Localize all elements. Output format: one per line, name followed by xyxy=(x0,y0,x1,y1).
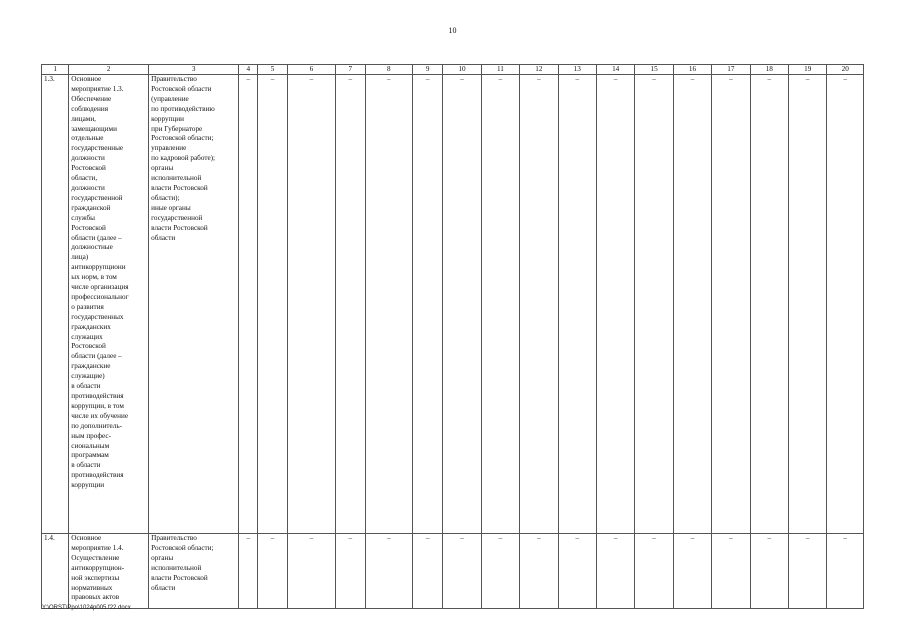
event-line: антикоррупциони xyxy=(71,263,126,272)
executor-cell xyxy=(149,75,239,534)
event-line: в области xyxy=(71,461,101,470)
value-cell: – xyxy=(712,534,750,609)
event-line: в области xyxy=(71,382,101,391)
value-cell: – xyxy=(673,534,711,609)
event-line: числе организация xyxy=(71,283,129,292)
executor-line: власти Ростовской xyxy=(151,573,208,582)
value-cell: – xyxy=(287,534,336,609)
event-cell xyxy=(69,534,149,609)
col-header: 18 xyxy=(750,65,788,75)
executor-line: при Губернаторе xyxy=(151,124,203,133)
value-cell: – xyxy=(413,75,443,534)
event-line: ной экспертизы xyxy=(71,573,120,582)
event-line: нормативных xyxy=(71,583,113,592)
value-cell: – xyxy=(287,75,336,534)
executor-line: власти Ростовской xyxy=(151,223,208,232)
col-header: 17 xyxy=(712,65,750,75)
event-line: должности xyxy=(71,183,105,192)
value-cell: – xyxy=(750,75,788,534)
event-line: программам xyxy=(71,451,109,460)
executor-line: иные органы xyxy=(151,203,191,212)
col-header: 9 xyxy=(413,65,443,75)
event-line: области, xyxy=(71,174,98,183)
executor-line: управление xyxy=(151,144,187,153)
value-cell: – xyxy=(789,75,827,534)
row-number-cell: 1.4. xyxy=(42,534,69,609)
value-cell: – xyxy=(558,534,596,609)
event-line: противодействия xyxy=(71,471,124,480)
event-line: мероприятие 1.3. xyxy=(71,84,124,93)
event-line: государственной xyxy=(71,193,123,202)
event-line: по дополнитель- xyxy=(71,421,122,430)
value-cell: – xyxy=(520,75,558,534)
event-line: должности xyxy=(71,154,105,163)
event-line: области (далее – xyxy=(71,352,122,361)
event-line: числе их обучение xyxy=(71,411,129,420)
value-cell: – xyxy=(596,75,634,534)
event-line: Основное xyxy=(71,534,102,542)
executor-line: государственной xyxy=(151,213,203,222)
table-row xyxy=(42,534,864,609)
value-cell: – xyxy=(239,534,258,609)
event-line: службы xyxy=(71,213,95,222)
value-cell: – xyxy=(596,534,634,609)
program-table xyxy=(41,64,864,609)
executor-line: органы xyxy=(151,164,174,173)
executor-line: власти Ростовской xyxy=(151,183,208,192)
event-line: коррупции xyxy=(71,481,105,490)
executor-cell xyxy=(149,534,239,609)
value-cell: – xyxy=(750,534,788,609)
col-header: 11 xyxy=(481,65,519,75)
col-header: 12 xyxy=(520,65,558,75)
row-number-cell: 1.3. xyxy=(42,75,69,534)
event-line: о развития xyxy=(71,302,104,311)
executor-line: области); xyxy=(151,193,180,202)
event-line: Ростовской xyxy=(71,223,106,232)
col-header: 10 xyxy=(443,65,481,75)
executor-line: Ростовской области; xyxy=(151,134,214,143)
page-number: 10 xyxy=(448,26,457,35)
event-line: служащие) xyxy=(71,372,105,381)
event-line: лица) xyxy=(71,253,89,262)
value-cell: – xyxy=(789,534,827,609)
event-line: Обеспечение xyxy=(71,94,112,103)
column-number-row xyxy=(42,65,864,75)
event-line: коррупции, в том xyxy=(71,401,124,410)
col-header: 6 xyxy=(287,65,336,75)
value-cell: – xyxy=(336,534,365,609)
col-header: 19 xyxy=(789,65,827,75)
event-line: отдельные xyxy=(71,134,104,143)
value-cell: – xyxy=(443,534,481,609)
executor-line: Ростовской области; xyxy=(151,543,214,552)
executor-line: области xyxy=(151,583,176,592)
event-line: гражданских xyxy=(71,322,111,331)
value-cell: – xyxy=(520,534,558,609)
executor-line: исполнительной xyxy=(151,174,202,183)
value-cell: – xyxy=(827,534,864,609)
table-row xyxy=(42,75,864,534)
col-header: 14 xyxy=(596,65,634,75)
col-header: 5 xyxy=(258,65,287,75)
event-line: замещающими xyxy=(71,124,117,133)
event-line: противодействия xyxy=(71,392,124,400)
event-line: ых норм, в том xyxy=(71,273,117,282)
executor-line: (управление xyxy=(151,94,189,103)
value-cell: – xyxy=(443,75,481,534)
col-header: 4 xyxy=(239,65,258,75)
executor-line: Ростовской области xyxy=(151,84,212,93)
value-cell: – xyxy=(481,534,519,609)
event-line: Ростовской xyxy=(71,164,106,173)
value-cell: – xyxy=(481,75,519,534)
col-header: 3 xyxy=(149,65,239,75)
event-line: Основное xyxy=(71,75,102,83)
col-header: 1 xyxy=(42,65,69,75)
event-line: гражданской xyxy=(71,203,111,212)
event-line: соблюдения xyxy=(71,104,108,113)
value-cell: – xyxy=(413,534,443,609)
event-line: области (далее – xyxy=(71,233,122,242)
event-line: государственных xyxy=(71,312,124,321)
col-header: 20 xyxy=(827,65,864,75)
executor-line: области xyxy=(151,233,176,242)
executor-line: по противодействию xyxy=(151,104,215,113)
executor-line: Правительство xyxy=(151,534,197,542)
value-cell: – xyxy=(365,75,413,534)
event-line: мероприятие 1.4. xyxy=(71,543,124,552)
event-line: антикоррупцион- xyxy=(71,563,125,572)
executor-line: Правительство xyxy=(151,75,197,83)
file-path-footer: Y:\ORST\Ppo\1024p005.f22.docx xyxy=(42,605,131,611)
event-line: служащих xyxy=(71,332,103,341)
value-cell: – xyxy=(827,75,864,534)
executor-line: исполнительной xyxy=(151,563,202,572)
event-line: сиональным xyxy=(71,441,110,450)
value-cell: – xyxy=(258,75,287,534)
value-cell: – xyxy=(258,534,287,609)
col-header: 8 xyxy=(365,65,413,75)
event-line: профессиональног xyxy=(71,292,129,301)
event-line: государственные xyxy=(71,144,124,153)
event-line: ным профес- xyxy=(71,431,111,440)
col-header: 7 xyxy=(336,65,365,75)
executor-line: органы xyxy=(151,553,174,562)
event-line: Осуществление xyxy=(71,553,120,562)
event-line: Ростовской xyxy=(71,342,106,351)
value-cell: – xyxy=(365,534,413,609)
value-cell: – xyxy=(558,75,596,534)
event-line: должностные xyxy=(71,243,113,252)
value-cell: – xyxy=(712,75,750,534)
value-cell: – xyxy=(336,75,365,534)
event-line: правовых актов xyxy=(71,593,120,602)
col-header: 2 xyxy=(69,65,149,75)
col-header: 15 xyxy=(635,65,673,75)
event-cell xyxy=(69,75,149,534)
value-cell: – xyxy=(635,75,673,534)
event-line: гражданские xyxy=(71,362,111,371)
value-cell: – xyxy=(673,75,711,534)
executor-line: по кадровой работе); xyxy=(151,154,216,163)
col-header: 16 xyxy=(673,65,711,75)
col-header: 13 xyxy=(558,65,596,75)
value-cell: – xyxy=(239,75,258,534)
event-line: лицами, xyxy=(71,114,96,123)
executor-line: коррупции xyxy=(151,114,184,123)
value-cell: – xyxy=(635,534,673,609)
